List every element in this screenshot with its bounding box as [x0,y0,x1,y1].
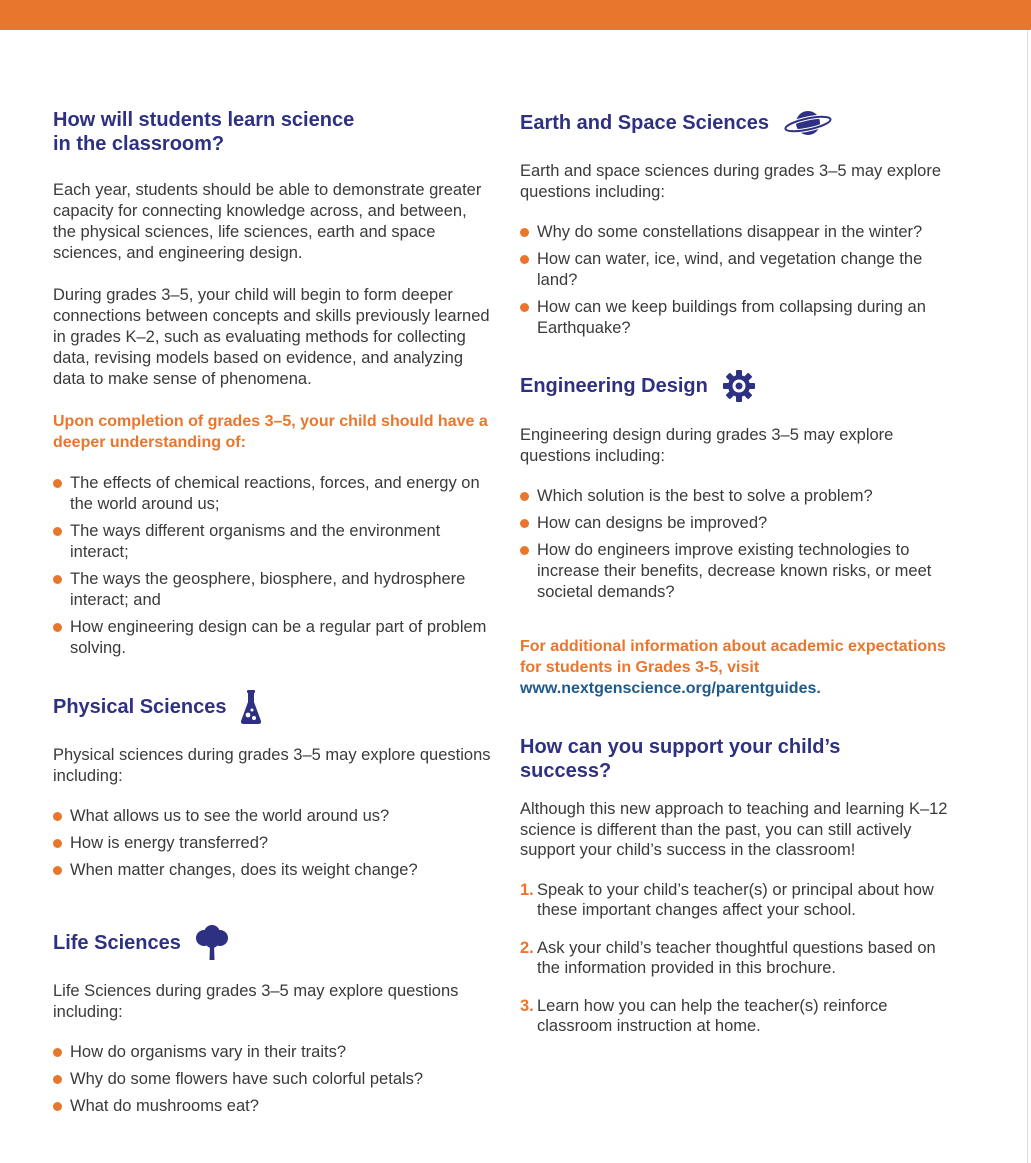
list-item-text: How can designs be improved? [537,514,768,532]
learn-paragraph-1: Each year, students should be able to demonstrate greater capacity for connecting knowledge across, and between, the physical sciences, life sciences, earth and space sciences, and engineering design. [53,181,482,262]
list-item-text: How can we keep buildings from collapsing during an Earthquake? [537,298,926,337]
gear-icon [722,369,756,403]
bullet-dot [520,228,529,237]
step-item [520,880,960,920]
life-sciences-list [53,1042,493,1117]
bullet-dot [53,1075,62,1084]
list-item [53,617,493,659]
learn-heading-line2: in the classroom? [53,133,225,155]
bullet-dot [520,303,529,312]
support-steps [520,880,960,1036]
physical-sciences-title: Physical Sciences [53,696,227,718]
bullet-dot [53,479,62,488]
physical-sciences-list [53,806,493,881]
right-column [520,108,960,1036]
list-item-text: How can water, ice, wind, and vegetation change the land? [537,250,923,289]
engineering-design-title: Engineering Design [520,375,708,397]
list-item-text: What do mushrooms eat? [70,1097,259,1115]
bullet-dot [520,255,529,264]
list-item [53,569,493,611]
flask-icon [240,689,262,725]
learn-paragraph-2: During grades 3–5, your child will begin to form deeper connections between concepts and skills previously learned in grades K–2, such as evaluating methods for collecting data, revising models based on evidence, and analyzing data to make sense of phenomena. [53,286,490,388]
list-item [53,860,493,881]
step-text: Speak to your child’s teacher(s) or principal about how these important changes affect your school. [537,880,934,919]
list-item [53,473,493,515]
support-heading-line2: success? [520,760,612,782]
support-heading [520,735,960,783]
bullet-dot [520,492,529,501]
completion-callout: Upon completion of grades 3–5, your child should have a deeper understanding of: [53,413,488,451]
bullet-dot [53,1102,62,1111]
list-item [520,297,960,339]
list-item-text: How do engineers improve existing technologies to increase their benefits, decrease known risks, or meet societal demands? [537,541,932,601]
bullet-dot [53,812,62,821]
top-accent-bar [0,0,1031,30]
physical-sciences-intro: Physical sciences during grades 3–5 may explore questions including: [53,746,491,785]
list-item-text: What allows us to see the world around us? [70,807,390,825]
list-item [520,249,960,291]
list-item [520,486,960,507]
step-item [520,996,960,1036]
engineering-design-intro: Engineering design during grades 3–5 may explore questions including: [520,426,894,465]
planet-icon [783,108,833,138]
bullet-dot [520,519,529,528]
bullet-dot [53,866,62,875]
parent-guides-link[interactable]: www.nextgenscience.org/parentguides. [520,680,821,697]
earth-space-intro: Earth and space sciences during grades 3–5 may explore questions including: [520,162,941,201]
support-heading-line1: How can you support your child’s [520,736,841,758]
learn-heading [53,108,493,156]
left-column [53,108,493,1117]
earth-space-list [520,222,960,339]
page-edge-rule [1027,30,1028,1163]
list-item-text: When matter changes, does its weight change? [70,861,418,879]
list-item [520,513,960,534]
understanding-list [53,473,493,659]
more-info-block [520,636,960,699]
bullet-dot [53,1048,62,1057]
list-item [53,1042,493,1063]
bullet-dot [53,527,62,536]
list-item-text: How engineering design can be a regular part of problem solving. [70,618,487,657]
bullet-dot [53,839,62,848]
list-item [520,222,960,243]
step-text: Learn how you can help the teacher(s) reinforce classroom instruction at home. [537,996,888,1035]
support-intro: Although this new approach to teaching and learning K–12 science is different than the past, you can still actively support your child’s success in the classroom! [520,800,948,859]
list-item-text: The ways different organisms and the environment interact; [70,522,441,561]
bullet-dot [520,546,529,555]
list-item-text: Why do some constellations disappear in the winter? [537,223,923,241]
engineering-design-list [520,486,960,603]
learn-heading-line1: How will students learn science [53,109,355,131]
physical-sciences-heading [53,689,493,725]
earth-space-heading [520,108,960,138]
bullet-dot [53,623,62,632]
list-item-text: How do organisms vary in their traits? [70,1043,347,1061]
list-item [53,1069,493,1090]
engineering-design-heading [520,369,960,403]
step-text: Ask your child’s teacher thoughtful questions based on the information provided in this brochure. [537,938,936,977]
list-item-text: The effects of chemical reactions, forces, and energy on the world around us; [70,474,480,513]
bullet-dot [53,575,62,584]
list-item [53,833,493,854]
list-item [520,540,960,603]
step-item [520,938,960,978]
more-info-text: For additional information about academic expectations for students in Grades 3-5, visit [520,638,946,676]
step-number: 1. [520,880,534,899]
list-item-text: The ways the geosphere, biosphere, and hydrosphere interact; and [70,570,466,609]
list-item-text: How is energy transferred? [70,834,269,852]
step-number: 2. [520,938,534,957]
life-sciences-title: Life Sciences [53,932,181,954]
list-item [53,521,493,563]
step-number: 3. [520,996,534,1015]
list-item-text: Which solution is the best to solve a problem? [537,487,873,505]
life-sciences-heading [53,925,493,961]
list-item [53,806,493,827]
list-item [53,1096,493,1117]
earth-space-title: Earth and Space Sciences [520,112,770,134]
life-sciences-intro: Life Sciences during grades 3–5 may explore questions including: [53,982,459,1021]
list-item-text: Why do some flowers have such colorful petals? [70,1070,424,1088]
tree-icon [195,925,229,961]
